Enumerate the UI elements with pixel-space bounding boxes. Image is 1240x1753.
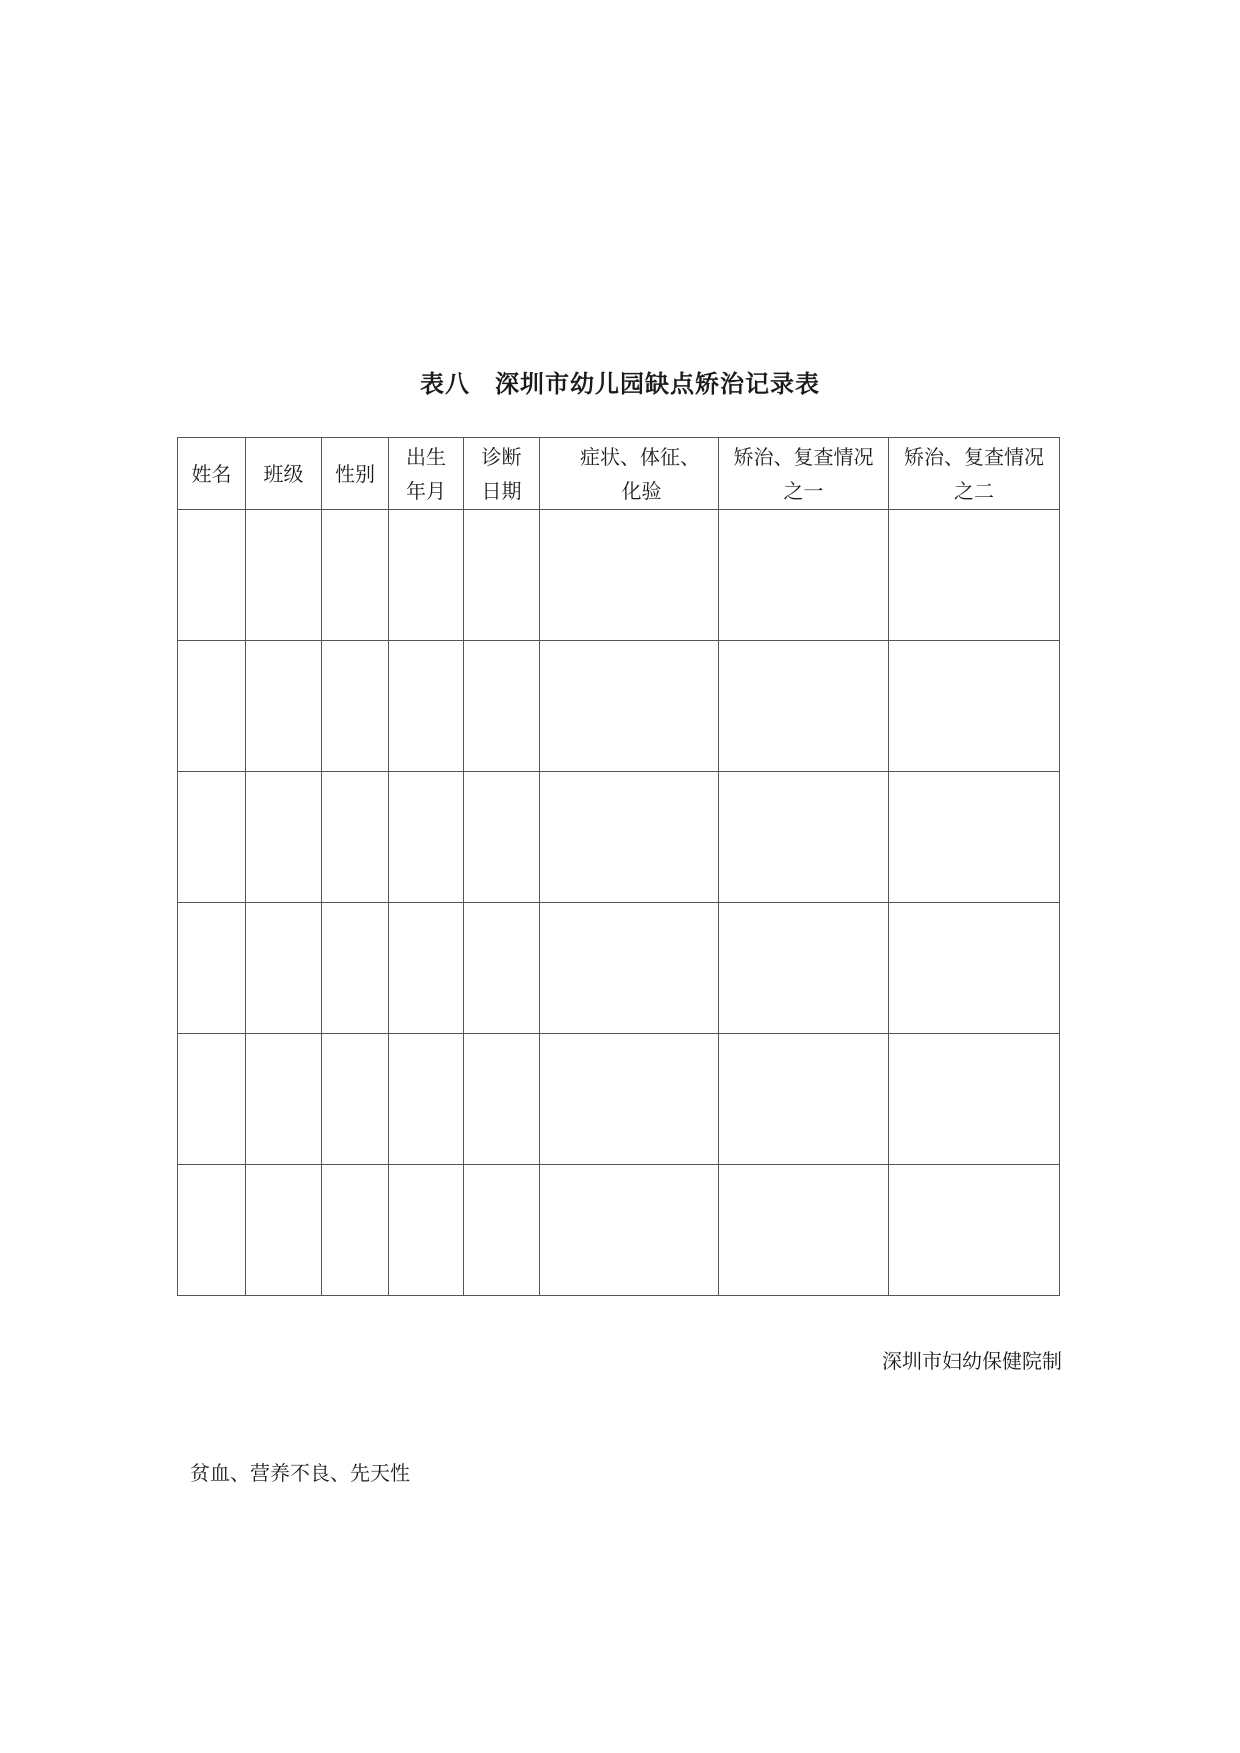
table-cell[interactable] [540,641,719,772]
table-cell[interactable] [178,510,246,641]
table-cell[interactable] [889,903,1060,1034]
table-cell[interactable] [464,1034,540,1165]
table-cell[interactable] [464,772,540,903]
table-cell[interactable] [389,903,464,1034]
table-cell[interactable] [178,641,246,772]
table-cell[interactable] [464,510,540,641]
table-cell[interactable] [719,1034,889,1165]
page-title: 表八 深圳市幼儿园缺点矫治记录表 [420,370,820,398]
table-cell[interactable] [246,1034,322,1165]
table-cell[interactable] [540,772,719,903]
table-row [178,641,1060,772]
table-cell[interactable] [540,510,719,641]
table-cell[interactable] [246,641,322,772]
table-row [178,1165,1060,1296]
table-row [178,772,1060,903]
header-symptoms: 症状、体征、 化验 [540,438,719,510]
table-cell[interactable] [178,1165,246,1296]
table-cell[interactable] [389,510,464,641]
table-cell[interactable] [246,510,322,641]
table-cell[interactable] [540,1034,719,1165]
table-cell[interactable] [889,641,1060,772]
table-cell[interactable] [719,641,889,772]
table-cell[interactable] [464,1165,540,1296]
table-row [178,1034,1060,1165]
bottom-note: 贫血、营养不良、先天性 [190,1461,410,1485]
table-cell[interactable] [719,903,889,1034]
table-cell[interactable] [178,772,246,903]
table-cell[interactable] [246,903,322,1034]
table-body [178,510,1060,1296]
table-cell[interactable] [540,903,719,1034]
table-cell[interactable] [389,641,464,772]
header-sex: 性别 [322,438,389,510]
table-cell[interactable] [889,1034,1060,1165]
table-cell[interactable] [389,1165,464,1296]
table-cell[interactable] [322,1165,389,1296]
table-cell[interactable] [540,1165,719,1296]
table-cell[interactable] [389,772,464,903]
header-diagnosis-date: 诊断 日期 [464,438,540,510]
table-cell[interactable] [389,1034,464,1165]
table-cell[interactable] [889,1165,1060,1296]
table-cell[interactable] [889,510,1060,641]
header-birth-date: 出生 年月 [389,438,464,510]
table-cell[interactable] [322,1034,389,1165]
table-cell[interactable] [246,772,322,903]
table-cell[interactable] [719,1165,889,1296]
table-cell[interactable] [178,1034,246,1165]
header-correction-2: 矫治、复查情况 之二 [889,438,1060,510]
header-name: 姓名 [178,438,246,510]
table-cell[interactable] [246,1165,322,1296]
record-table [177,437,1060,1296]
table-cell[interactable] [464,903,540,1034]
table-cell[interactable] [322,641,389,772]
table-header-row [178,438,1060,510]
table-cell[interactable] [322,510,389,641]
table-cell[interactable] [322,903,389,1034]
table-cell[interactable] [889,772,1060,903]
header-class: 班级 [246,438,322,510]
table-cell[interactable] [719,772,889,903]
table-row [178,510,1060,641]
table-cell[interactable] [322,772,389,903]
table-row [178,903,1060,1034]
table-cell[interactable] [464,641,540,772]
header-correction-1: 矫治、复查情况 之一 [719,438,889,510]
table-cell[interactable] [719,510,889,641]
issuer-note: 深圳市妇幼保健院制 [882,1349,1062,1373]
table-cell[interactable] [178,903,246,1034]
